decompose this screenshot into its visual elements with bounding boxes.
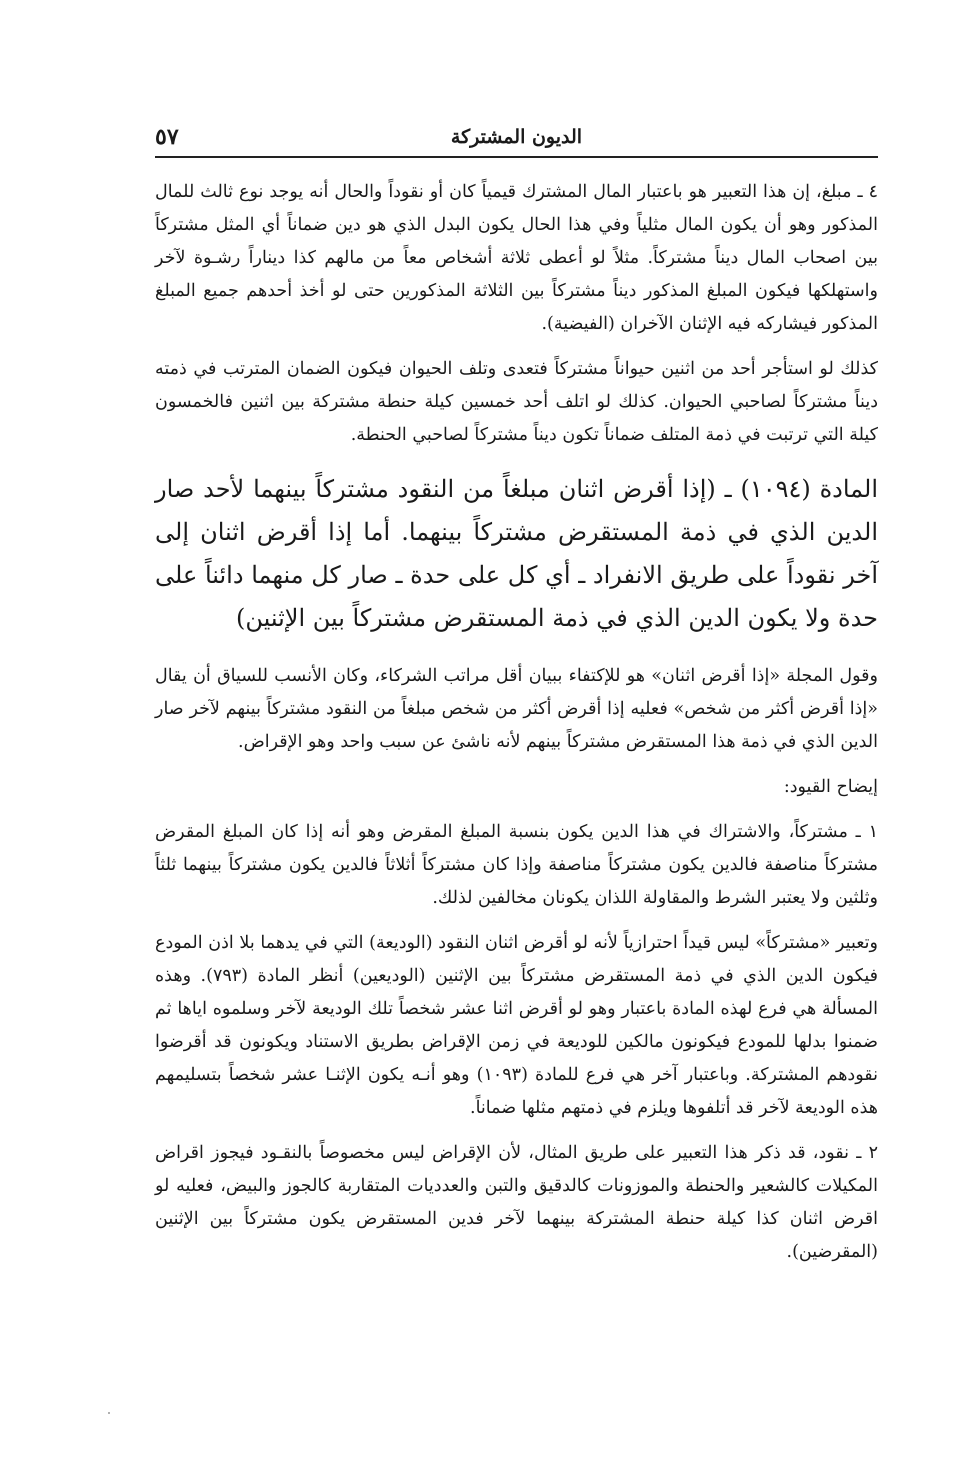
constraints-heading: إيضاح القيود: xyxy=(783,777,878,797)
page-body xyxy=(155,176,878,1281)
paragraph-animal-example: كذلك لو استأجر أحد من اثنين حيواناً مشتركاً فتعدى وتلف الحيوان فيكون الضمان المترتب في ذمته ديناً مشتركاً لصاحبي الحيوان. كذلك لو اتلف أحد خمسين كيلة حنطة مشتركة بين اثنين فالخمسون كيلة التي ترتبت في ذمة المتلف ضماناً تكون ديناً مشتركاً لصاحبي الحنطة. xyxy=(155,359,878,445)
scan-speck xyxy=(108,1412,110,1414)
paragraph-commentary: وقول المجلة «إذا أقرض اثنان» هو للإكتفاء ببيان أقل مراتب الشركاء، وكان الأنسب للسياق أن يقال «إذا أقرض أكثر من شخص» فعليه إذا أقرض أكثر من شخص مبلغاً من النقود مشتركاً بينهم لآخر صار الدين الذي في ذمة هذا المستقرض مشتركاً بينهم لأنه ناشئ عن سبب واحد وهو الإقراض. xyxy=(155,666,878,752)
page-header xyxy=(155,120,878,158)
paragraph-constraint-1: ١ ـ مشتركاً، والاشتراك في هذا الدين يكون بنسبة المبلغ المقرض وهو أنه إذا كان المبلغ المقرض مشتركاً مناصفة فالدين يكون مشتركاً مناصفة وإذا كان مشتركاً أثلاثاً فالدين يكون مشتركاً بينهما ثلثاً وثلثين ولا يعتبر الشرط والمقاولة اللذان يكونان مخالفين لذلك. xyxy=(155,822,878,908)
paragraph-constraint-1-note: وتعبير «مشتركاً» ليس قيداً احترازياً لأنه لو أقرض اثنان النقود (الوديعة) التي في يدهما بلا اذن المودع فيكون الدين الذي في ذمة المستقرض مشتركاً بين الإثنين (الوديعين) أنظر المادة (٧٩٣). وهذه المسألة هي فرع لهذه المادة باعتبار وهو لو أقرض اثنا عشر شخصاً تلك الوديعة لآخر وسلموه اياها ثم ضمنوا بدلها للمودع فيكونون مالكين للوديعة في زمن الإقراض بطريق الاستناد ويكونون قد أقرضوا نقودهم المشتركة. وباعتبار آخر هي فرع للمادة (١٠٩٣) وهو أنـه يكون الإثنـا عشر شخصاً بتسليمهم هذه الوديعة لآخر قد أتلفوها ويلزم في ذمتهم مثلها ضماناً. xyxy=(155,933,879,1118)
paragraph-constraint-2: ٢ ـ نقود، قد ذكر هذا التعبير على طريق المثال، لأن الإقراض ليس مخصوصاً بالنقـود فيجوز اقراض المكيلات كالشعير والحنطة والموزونات كالدقيق والتبن والعدديات المتقاربة كالجوز والبيض، فعليه لو اقرض اثنان كذا كيلة حنطة المشتركة بينهما لآخر فدين المستقرض يكون مشتركاً بين الإثنين (المقرضين). xyxy=(155,1143,878,1262)
page-number: ٥٧ xyxy=(155,124,179,150)
paragraph-amount-note: ٤ ـ مبلغ، إن هذا التعبير هو باعتبار المال المشترك قيمياً كان أو نقوداً والحال أنه يوجد نوع ثالث للمال المذكور وهو أن يكون المال مثلياً وفي هذا الحال يكون البدل الذي هو دين ضماناً أي المثل مشتركاً بين اصحاب المال ديناً مشتركاً. مثلاً لو أعطى ثلاثة أشخاص معاً من مالهم كذا ديناراً رشـوة لآخر واستهلكها فيكون المبلغ المذكور ديناً مشتركاً بين الثلاثة المذكورين حتى لو أخذ أحدهم جميع المبلغ المذكور فيشاركه فيه الإثنان الآخران (الفيضية). xyxy=(155,182,878,334)
running-title: الديون المشتركة xyxy=(450,126,583,148)
article-1094: المادة (١٠٩٤) ـ (إذا أقرض اثنان مبلغاً من النقود مشتركاً بينهما لأحد صار الدين الذي في ذمة المستقرض مشتركاً بينهما. أما إذا أقرض اثنان إلى آخر نقوداً على طريق الانفراد ـ أي كل على حدة ـ صار كل منهما دائناً على حدة ولا يكون الدين الذي في ذمة المستقرض مشتركاً بين الإثنين) xyxy=(155,475,879,632)
